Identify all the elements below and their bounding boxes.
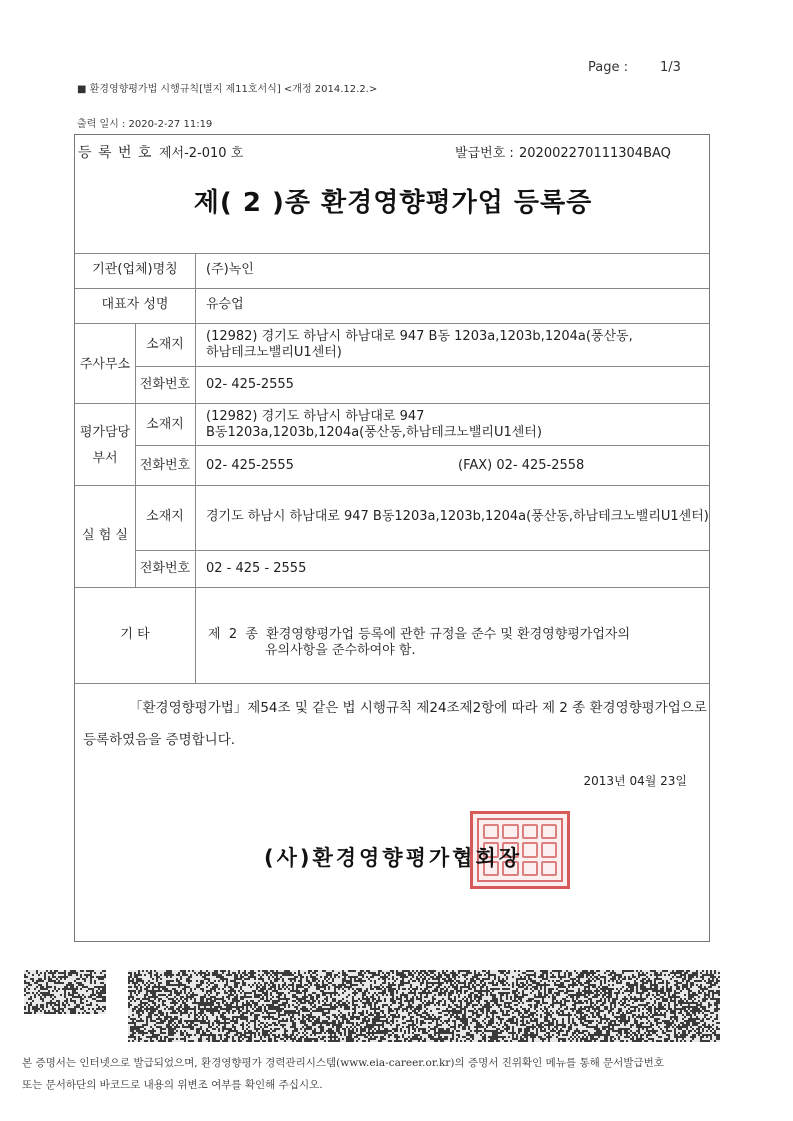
- statement-line2: 등록하였음을 증명합니다.: [83, 732, 236, 748]
- org-name-label: 기관(업체)명칭: [92, 262, 178, 277]
- footer-line2: 또는 문서하단의 바코드로 내용의 위변조 여부를 확인해 주십시오.: [22, 1079, 323, 1091]
- certificate-title: 제( 2 )종 환경영향평가업 등록증: [193, 188, 593, 218]
- main-office-address-line1: (12982) 경기도 하남시 하남대로 947 B동 1203a,1203b,1204a(풍산동,: [206, 329, 633, 344]
- print-date: 출력 일시 : 2020-2-27 11:19: [77, 119, 213, 130]
- certificate: [74, 134, 710, 942]
- footer-line1: 본 증명서는 인터넷으로 발급되었으며, 환경영향평가 경력관리시스템(www.eia-career.or.kr)의 증명서 진위확인 메뉴를 통해 문서발급번호: [22, 1057, 664, 1069]
- page-label: Page :: [588, 60, 628, 75]
- eval-dept-phone: 02- 425-2555: [206, 458, 294, 473]
- eval-dept-label-line1: 평가담당: [79, 425, 131, 440]
- barcode-2d-icon: [128, 970, 720, 1042]
- registration-label: 등 록 번 호: [78, 145, 153, 161]
- etc-line2: 유의사항을 준수하여야 함.: [265, 643, 416, 658]
- lab-phone: 02 - 425 - 2555: [206, 561, 307, 576]
- table-bottom-line: [75, 683, 709, 684]
- main-office-phone: 02- 425-2555: [206, 377, 294, 392]
- lab-label: 실 험 실: [82, 528, 128, 543]
- eval-dept-address-label: 소재지: [146, 417, 184, 432]
- org-name: (주)녹인: [206, 262, 254, 277]
- issuer-name: (사)환경영향평가협회장: [263, 846, 523, 870]
- main-office-address-line2: 하남테크노밸리U1센터): [206, 345, 342, 360]
- page-number: [588, 60, 681, 75]
- table-top-line: [75, 253, 709, 254]
- form-reference: ■ 환경영향평가법 시행규칙[별지 제11호서식] <개정 2014.12.2.>: [77, 84, 378, 95]
- row-divider: [135, 550, 709, 551]
- page-value: 1/3: [660, 60, 681, 75]
- lab-address: 경기도 하남시 하남대로 947 B동1203a,1203b,1204a(풍산동,하남테크노밸리U1센터): [206, 509, 709, 524]
- issue-number-label: 발급번호 :: [455, 146, 514, 161]
- column-divider: [135, 323, 136, 587]
- row-divider: [75, 288, 709, 289]
- etc-label: 기 타: [120, 627, 150, 642]
- certificate-date: 2013년 04월 23일: [583, 774, 687, 788]
- issue-number: 20200227011130​4BAQ: [519, 146, 671, 161]
- row-divider: [75, 587, 709, 588]
- main-office-label: 주사무소: [79, 357, 131, 372]
- main-office-phone-label: 전화번호: [139, 377, 191, 392]
- representative-label: 대표자 성명: [101, 297, 169, 312]
- lab-address-label: 소재지: [146, 509, 184, 524]
- row-divider: [75, 403, 709, 404]
- row-divider: [135, 366, 709, 367]
- lab-phone-label: 전화번호: [139, 561, 191, 576]
- footer-notice: [22, 1052, 664, 1096]
- barcode-small-icon: [24, 970, 106, 1014]
- statement: [83, 692, 707, 756]
- eval-dept-address-line2: B동1203a,1203b,1204a(풍산동,하남테크노밸리U1센터): [206, 425, 542, 440]
- eval-dept-label-line2: 부서: [92, 451, 118, 466]
- row-divider: [135, 445, 709, 446]
- row-divider: [75, 323, 709, 324]
- etc-line1: 제 2 종 환경영향평가업 등록에 관한 규정을 준수 및 환경영향평가업자의: [208, 627, 631, 642]
- eval-dept-address-line1: (12982) 경기도 하남시 하남대로 947: [206, 409, 425, 424]
- main-office-address-label: 소재지: [146, 337, 184, 352]
- eval-dept-fax: (FAX) 02- 425-2558: [458, 458, 585, 473]
- representative-name: 유승업: [206, 297, 244, 312]
- row-divider: [75, 485, 709, 486]
- registration-number: 제서-2-010 호: [159, 146, 244, 161]
- statement-line1: 「환경영향평가법」제54조 및 같은 법 시행규칙 제24조제2항에 따라 제 2 종 환경영향평가업으로: [129, 700, 707, 716]
- eval-dept-phone-label: 전화번호: [139, 458, 191, 473]
- column-divider: [195, 253, 196, 683]
